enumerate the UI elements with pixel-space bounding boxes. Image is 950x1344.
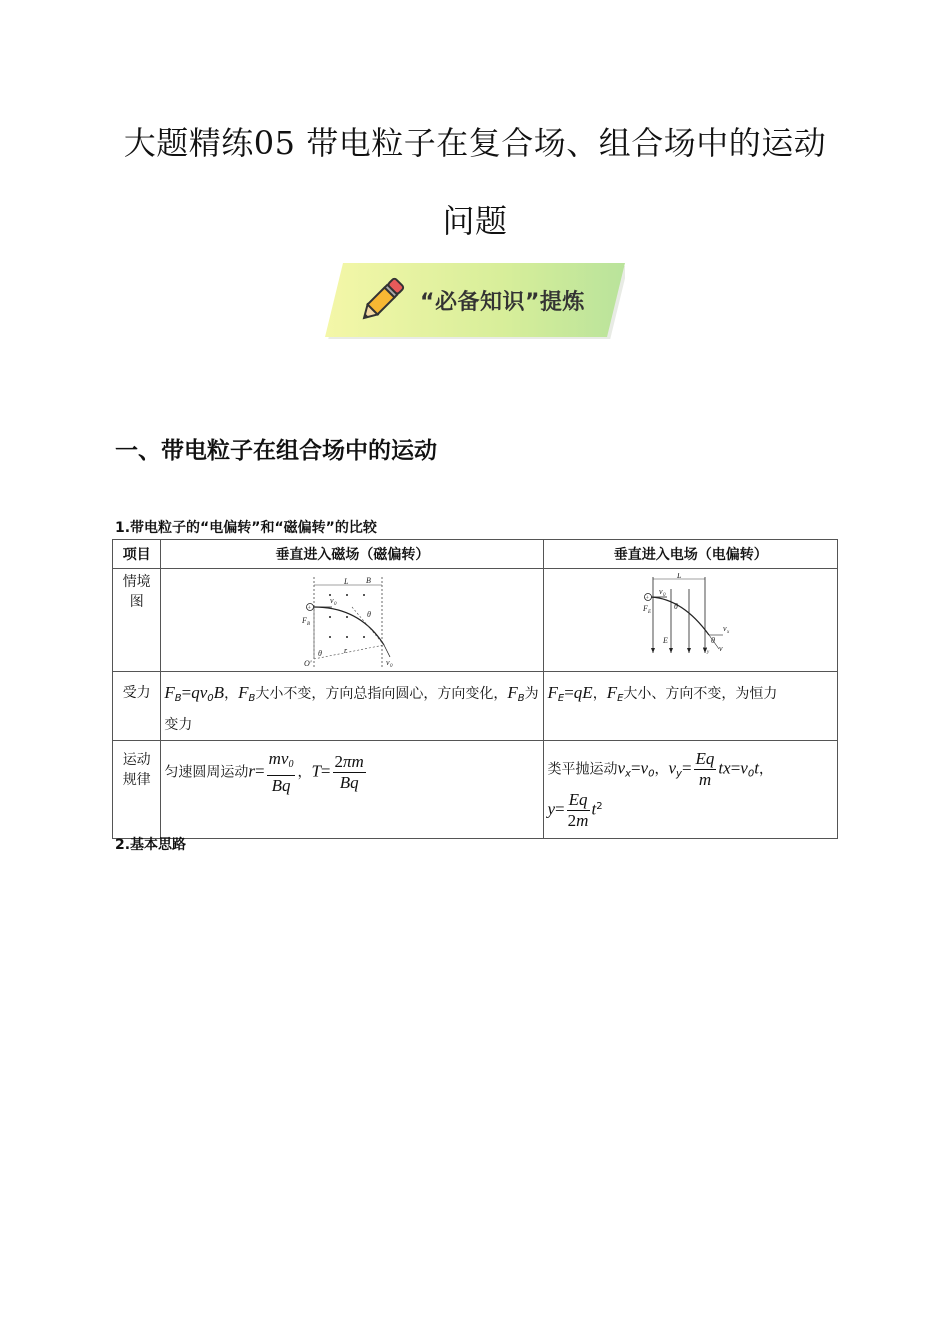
svg-text:L: L [677, 573, 682, 580]
label-L: L [344, 577, 349, 586]
table-row-force [113, 672, 838, 741]
svg-text:F: F [643, 604, 649, 613]
page-title: 大题精练05 带电粒子在复合场、组合场中的运动 [123, 124, 827, 162]
electric-motion-prefix: 类平抛运动 [547, 761, 618, 778]
svg-text:0: 0 [390, 664, 393, 669]
svg-text:θ: θ [318, 649, 323, 658]
row-label-scene: 情境图 [113, 569, 161, 672]
electric-motion-cell: 类平抛运动$v_x=v_0$，$v_y=$ $\frac{Eq}{m}$ $tx=v_0t$， y= $\frac{Eq}{2m}$ $t^2$ [544, 741, 838, 839]
magnetic-force-text-1: 大小不变，方向总指向圆心，方向变化， [255, 686, 508, 702]
label-B: B [366, 576, 372, 585]
svg-text:θ: θ [711, 636, 716, 645]
svg-text:v: v [719, 644, 723, 653]
table-row-scene [113, 569, 838, 672]
row-label-force: 受力 [113, 672, 161, 741]
svg-text:v: v [703, 644, 707, 653]
svg-text:E: E [663, 636, 669, 645]
page-title-continued: 问题 [442, 202, 508, 240]
header-magnetic: 垂直进入磁场（磁偏转） [161, 540, 544, 569]
electric-force-cell: $F_E=qE$，$F_E$大小、方向不变，为恒力 [544, 672, 838, 741]
section-banner [325, 261, 625, 339]
section-heading: 一、带电粒子在组合场中的运动 [115, 438, 437, 464]
svg-text:θ: θ [674, 602, 679, 611]
svg-text:v: v [386, 658, 390, 667]
table-header-row [113, 540, 838, 569]
electric-deflection-diagram [643, 573, 738, 659]
header-item: 项目 [113, 540, 161, 569]
svg-text:F: F [302, 616, 308, 625]
svg-text:B: B [307, 622, 311, 627]
svg-text:+: + [645, 595, 650, 602]
magnetic-motion-cell: 匀速圆周运动r= $\frac{mv_0}{Bq}$ ，T= $\frac{2\pi m}{Bq}$ [161, 741, 544, 839]
magnetic-motion-prefix: 匀速圆周运动 [164, 764, 249, 781]
row-label-motion: 运动规律 [113, 741, 161, 839]
subsection-heading-1: 1.带电粒子的“电偏转”和“磁偏转”的比较 [115, 520, 377, 536]
svg-text:+: + [307, 605, 312, 612]
magnetic-force-text-2: 为变力 [164, 686, 539, 733]
comparison-table [112, 539, 838, 839]
magnetic-force-cell: $F_B=qv_0B$，$F_B$大小不变，方向总指向圆心，方向变化，$F_B$为变力 [161, 672, 544, 741]
electric-force-text: 大小、方向不变，为恒力 [623, 686, 778, 702]
svg-text:0: 0 [334, 602, 337, 607]
svg-text:y: y [707, 650, 710, 655]
svg-text:x: x [727, 630, 730, 635]
electric-figure-cell [544, 569, 838, 672]
svg-text:v: v [330, 596, 334, 605]
table-row-motion [113, 741, 838, 839]
svg-text:v: v [659, 587, 663, 596]
banner-label: “必备知识”提炼 [420, 290, 585, 315]
header-electric: 垂直进入电场（电偏转） [544, 540, 838, 569]
svg-text:0: 0 [663, 593, 666, 598]
magnetic-deflection-diagram [302, 573, 402, 669]
magnetic-figure-cell [161, 569, 544, 672]
svg-text:θ: θ [367, 610, 372, 619]
svg-text:v: v [723, 624, 727, 633]
svg-text:E: E [648, 610, 652, 615]
svg-text:O': O' [304, 659, 312, 668]
svg-text:r: r [344, 646, 348, 655]
subsection-heading-2: 2.基本思路 [115, 837, 187, 853]
pencil-icon [355, 275, 407, 327]
